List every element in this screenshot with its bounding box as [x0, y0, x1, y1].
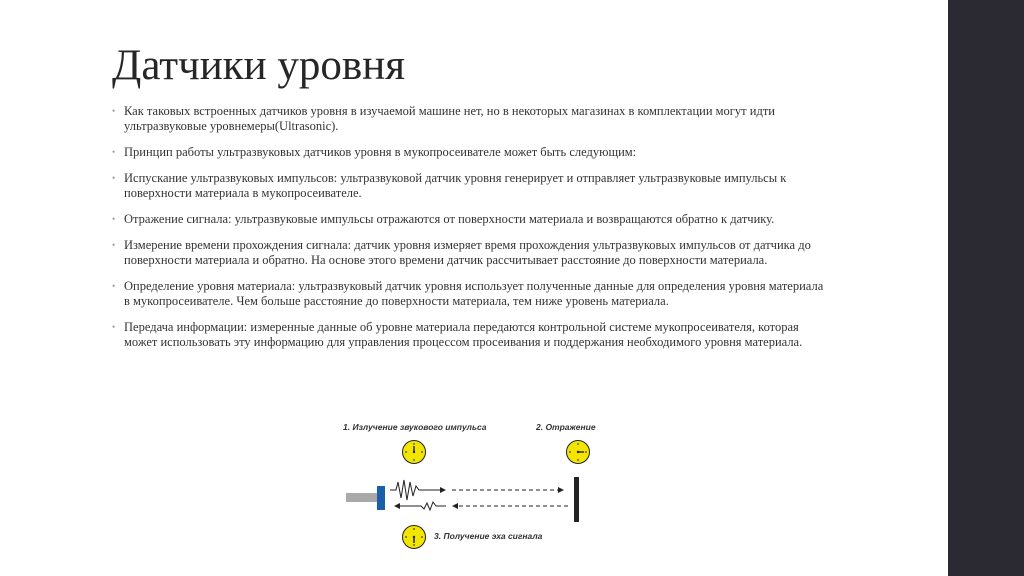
step1-label: 1. Излучение звукового импульса	[343, 422, 487, 432]
slide-title: Датчики уровня	[112, 42, 405, 89]
echo-pulse	[414, 502, 446, 510]
bullet-item: • Испускание ультразвуковых импульсов: ультразвуковой датчик уровня генерирует и отправляет ультразвуковые импульсы к поверхности материала в мукопросеивателе.	[112, 171, 832, 201]
bullet-item: • Принцип работы ультразвуковых датчиков уровня в мукопросеивателе может быть следующим:	[112, 145, 832, 160]
sensor-body	[346, 493, 378, 502]
sensor-head	[377, 486, 385, 510]
bullet-item: • Передача информации: измеренные данные об уровне материала передаются контрольной системе мукопросеивателя, которая может использовать эту информацию для управления процессом просеивания и поддержания необходимого уровня материала.	[112, 320, 832, 350]
bullet-item: • Отражение сигнала: ультразвуковые импульсы отражаются от поверхности материала и возвращаются обратно к датчику.	[112, 212, 832, 227]
material-surface	[574, 477, 579, 522]
stopwatch-icon	[403, 526, 426, 549]
right-side-bar	[948, 0, 1024, 576]
step3-label: 3. Получение эха сигнала	[434, 531, 543, 541]
bullet-list	[112, 104, 832, 361]
emitted-pulse	[390, 480, 423, 500]
bullet-item: • Измерение времени прохождения сигнала: датчик уровня измеряет время прохождения ультразвуковых импульсов от датчика до поверхности материала и обратно. На основе этого времени датчик рассчитывает расстояние до поверхности материала.	[112, 238, 832, 268]
bullet-item: • Определение уровня материала: ультразвуковый датчик уровня использует полученные данные для определения уровня материала в мукопросеивателе. Чем больше расстояние до поверхности материала, тем ниже уровень материала.	[112, 279, 832, 309]
step2-label: 2. Отражение	[536, 422, 596, 432]
stopwatch-icon	[567, 441, 590, 464]
stopwatch-icon	[403, 441, 426, 464]
ultrasonic-diagram	[330, 414, 630, 564]
bullet-item: • Как таковых встроенных датчиков уровня в изучаемой машине нет, но в некоторых магазинах в комплектации могут идти ультразвуковые уровнемеры(Ultrasonic).	[112, 104, 832, 134]
